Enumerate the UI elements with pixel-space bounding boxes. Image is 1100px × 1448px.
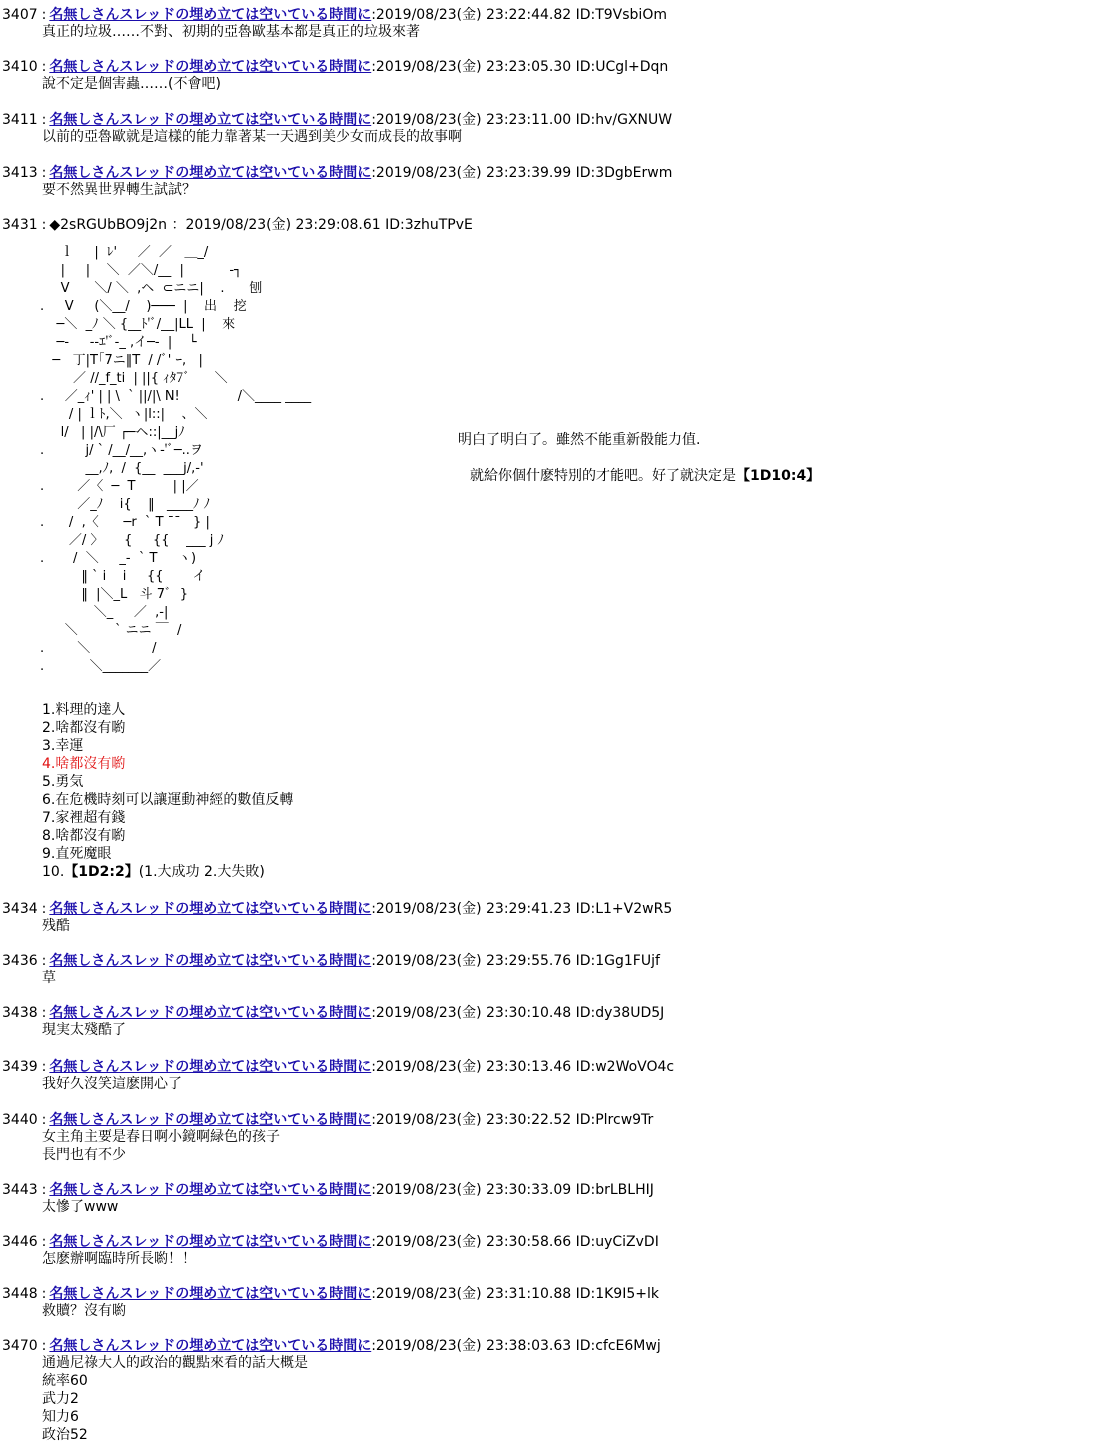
post-number[interactable]: 3470 [2,1338,38,1354]
post-header: 3411 : 名無しさんスレッドの埋め立ては空いている時間に:2019/08/23(金) 23:23:11.00 ID:hv/GXNUW [2,112,673,128]
post-body: 女主角主要是春日啊小鏡啊緑色的孩子 長門也有不少 [42,1129,280,1163]
poster-name-link[interactable]: 名無しさんスレッドの埋め立ては空いている時間に [49,7,372,23]
dice-roll: 【1D2:2】 [64,864,139,880]
post-number[interactable]: 3411 [2,112,38,128]
post-header: 3440 : 名無しさんスレッドの埋め立ては空いている時間に:2019/08/23(金) 23:30:22.52 ID:Plrcw9Tr [2,1112,654,1128]
poster-name-link[interactable]: 名無しさんスレッドの埋め立ては空いている時間に [49,1005,372,1021]
post-number[interactable]: 3440 [2,1112,38,1128]
post-meta: ◆2sRGUbBO9j2n ：2019/08/23(金) 23:29:08.61 ID:3zhuTPvE [49,217,473,233]
poster-name-link[interactable]: 名無しさんスレッドの埋め立ては空いている時間に [49,901,372,917]
list-item-highlighted: 4.啥都沒有喲 [42,756,126,772]
poster-name-link[interactable]: 名無しさんスレッドの埋め立ては空いている時間に [49,112,372,128]
list-item: 9.直死魔眼 [42,846,112,862]
poster-name-link[interactable]: 名無しさんスレッドの埋め立ては空いている時間に [49,59,372,75]
side-text-prefix: 就給你個什麽特別的才能吧。好了就決定是 [470,468,736,484]
post-number[interactable]: 3407 [2,7,38,23]
post-number[interactable]: 3431 [2,217,38,233]
post-meta: :2019/08/23(金) 23:23:05.30 ID:UCgl+Dqn [371,59,669,75]
ability-list [42,701,293,881]
post-header: 3443 : 名無しさんスレッドの埋め立ては空いている時間に:2019/08/23(金) 23:30:33.09 ID:brLBLHIJ [2,1182,654,1198]
post-number[interactable]: 3446 [2,1234,38,1250]
post-meta: :2019/08/23(金) 23:30:58.66 ID:uyCiZvDI [371,1234,659,1250]
list-item-prefix: 10. [42,864,65,880]
post-header: 3438 : 名無しさんスレッドの埋め立ては空いている時間に:2019/08/23(金) 23:30:10.48 ID:dy38UD5J [2,1005,665,1021]
post-meta: :2019/08/23(金) 23:22:44.82 ID:T9VsbiOm [371,7,667,23]
list-item: 6.在危機時刻可以讓運動神經的數值反轉 [42,792,294,808]
post-number[interactable]: 3410 [2,59,38,75]
post-header: 3436 : 名無しさんスレッドの埋め立ては空いている時間に:2019/08/23(金) 23:29:55.76 ID:1Gg1FUjf [2,953,660,969]
poster-name-link[interactable]: 名無しさんスレッドの埋め立ては空いている時間に [49,953,372,969]
poster-name-link[interactable]: 名無しさんスレッドの埋め立ては空いている時間に [49,1182,372,1198]
post-meta: :2019/08/23(金) 23:38:03.63 ID:cfcE6Mwj [371,1338,661,1354]
post-header: 3470 : 名無しさんスレッドの埋め立ては空いている時間に:2019/08/23(金) 23:38:03.63 ID:cfcE6Mwj [2,1338,661,1354]
post-meta: :2019/08/23(金) 23:23:11.00 ID:hv/GXNUW [371,112,673,128]
post-number[interactable]: 3439 [2,1059,38,1075]
post-header: 3413 : 名無しさんスレッドの埋め立ては空いている時間に:2019/08/23(金) 23:23:39.99 ID:3DgbErwm [2,165,673,181]
list-item: 3.幸運 [42,738,84,754]
post-body: 現実太殘酷了 [42,1022,126,1038]
list-item: 8.啥都沒有喲 [42,828,126,844]
poster-name-link[interactable]: 名無しさんスレッドの埋め立ては空いている時間に [49,1112,372,1128]
post-body: 說不定是個害蟲……(不會吧) [42,76,221,92]
poster-name-link[interactable]: 名無しさんスレッドの埋め立ては空いている時間に [49,165,372,181]
post-number[interactable]: 3438 [2,1005,38,1021]
post-body: 太慘了www [42,1199,119,1215]
post-body: 救贖？沒有喲 [42,1303,126,1319]
post-meta: :2019/08/23(金) 23:29:41.23 ID:L1+V2wR5 [371,901,673,917]
post-header: 3431 : ◆2sRGUbBO9j2n ：2019/08/23(金) 23:29:08.61 ID:3zhuTPvE [2,217,473,233]
list-item-suffix: (1.大成功 2.大失敗) [138,864,265,880]
list-item [42,863,293,881]
post-body: 以前的亞魯歐就是這樣的能力靠著某一天遇到美少女而成長的故事啊 [42,129,462,145]
dice-roll: 【1D10:4】 [736,468,821,484]
post-header: 3410 : 名無しさんスレッドの埋め立ては空いている時間に:2019/08/23(金) 23:23:05.30 ID:UCgl+Dqn [2,59,669,75]
post-meta: :2019/08/23(金) 23:31:10.88 ID:1K9I5+lk [371,1286,659,1302]
post-meta: :2019/08/23(金) 23:30:33.09 ID:brLBLHIJ [371,1182,654,1198]
post-body: 真正的垃圾……不對、初期的亞魯歐基本都是真正的垃圾來著 [42,24,420,40]
post-body: 残酷 [42,918,70,934]
post-meta: :2019/08/23(金) 23:23:39.99 ID:3DgbErwm [371,165,673,181]
side-text-line: 明白了明白了。雖然不能重新骰能力值. [458,432,701,448]
post-header: 3448 : 名無しさんスレッドの埋め立ては空いている時間に:2019/08/23(金) 23:31:10.88 ID:1K9I5+lk [2,1286,659,1302]
poster-name-link[interactable]: 名無しさんスレッドの埋め立ては空いている時間に [49,1234,372,1250]
poster-name-link[interactable]: 名無しさんスレッドの埋め立ては空いている時間に [49,1059,372,1075]
post-header: 3439 : 名無しさんスレッドの埋め立ては空いている時間に:2019/08/23(金) 23:30:13.46 ID:w2WoVO4c [2,1059,675,1075]
post-header: 3434 : 名無しさんスレッドの埋め立ては空いている時間に:2019/08/23(金) 23:29:41.23 ID:L1+V2wR5 [2,901,673,917]
post-number[interactable]: 3436 [2,953,38,969]
list-item: 2.啥都沒有喲 [42,720,126,736]
poster-name-link[interactable]: 名無しさんスレッドの埋め立ては空いている時間に [49,1338,372,1354]
poster-name-link[interactable]: 名無しさんスレッドの埋め立ては空いている時間に [49,1286,372,1302]
post-number[interactable]: 3434 [2,901,38,917]
post-number[interactable]: 3443 [2,1182,38,1198]
list-item: 7.家裡超有錢 [42,810,126,826]
post-body: 怎麽辦啊臨時所長喲！！ [42,1251,196,1267]
post-header: 3446 : 名無しさんスレッドの埋め立ては空いている時間に:2019/08/23(金) 23:30:58.66 ID:uyCiZvDI [2,1234,659,1250]
post-meta: :2019/08/23(金) 23:30:13.46 ID:w2WoVO4c [371,1059,675,1075]
ascii-art: ｌ | ﾚ' ／ ／ ＿_/ | | ＼ ／＼/__ | -┐ V ＼/ ＼ ,ヘ ⊂ニニ| . 刨 . V (＼__/ )─── | 出 挖 ─＼ _ﾉ ＼ {__ﾄ'ﾞ/__|LL | 來 ─- --ｴ'ﾞ-_ ,イ─- | └ ─ 丁|T｢7ニ‖T / /ﾞ' ｰ, | ／ //_f_ti | ||{ ｨﾀ7ﾞ ＼ . ／_ｨ' | | \ ` ||/|\ N! /＼____ ____ / | ｌﾄ,＼ ヽ|l::| 、＼ l/ | |/\厂 ┌─ヘ::|__jﾉ . j/ ` /__/__,ヽ-'ﾞ─..ヲ __,ﾉ, / {__ ___j/,-' . ／〈 ─ T | |／ ／_ﾉ i{ ‖ ____ﾉ ﾉ . / ,〈 ─r ` T ¯¯ } | ／/ 〉 { {{ ___ j ﾉ . / ＼ _- ` T ヽ) ‖ ` i i {{ イ ‖ |＼_L 斗 7ﾞ } ＼_ ／ ,-| ＼ ` ニニ ￣ / . ＼ / . ＼_______／ [40,245,312,674]
post-meta: :2019/08/23(金) 23:30:10.48 ID:dy38UD5J [371,1005,665,1021]
post-body: 要不然異世界轉生試試？ [42,182,196,198]
post-number[interactable]: 3413 [2,165,38,181]
list-item: 1.料理的達人 [42,702,126,718]
post-body: 我好久沒笑這麽開心了 [42,1076,182,1092]
post-meta: :2019/08/23(金) 23:29:55.76 ID:1Gg1FUjf [371,953,660,969]
post-header: 3407 : 名無しさんスレッドの埋め立ては空いている時間に:2019/08/23(金) 23:22:44.82 ID:T9VsbiOm [2,7,667,23]
post-body: 草 [42,970,56,986]
post-meta: :2019/08/23(金) 23:30:22.52 ID:Plrcw9Tr [371,1112,654,1128]
list-item: 5.勇気 [42,774,84,790]
post-body: 通過尼祿大人的政治的觀點來看的話大概是 統率60 武力2 知力6 政治52 [42,1355,308,1443]
side-text-line [470,467,820,485]
post-number[interactable]: 3448 [2,1286,38,1302]
